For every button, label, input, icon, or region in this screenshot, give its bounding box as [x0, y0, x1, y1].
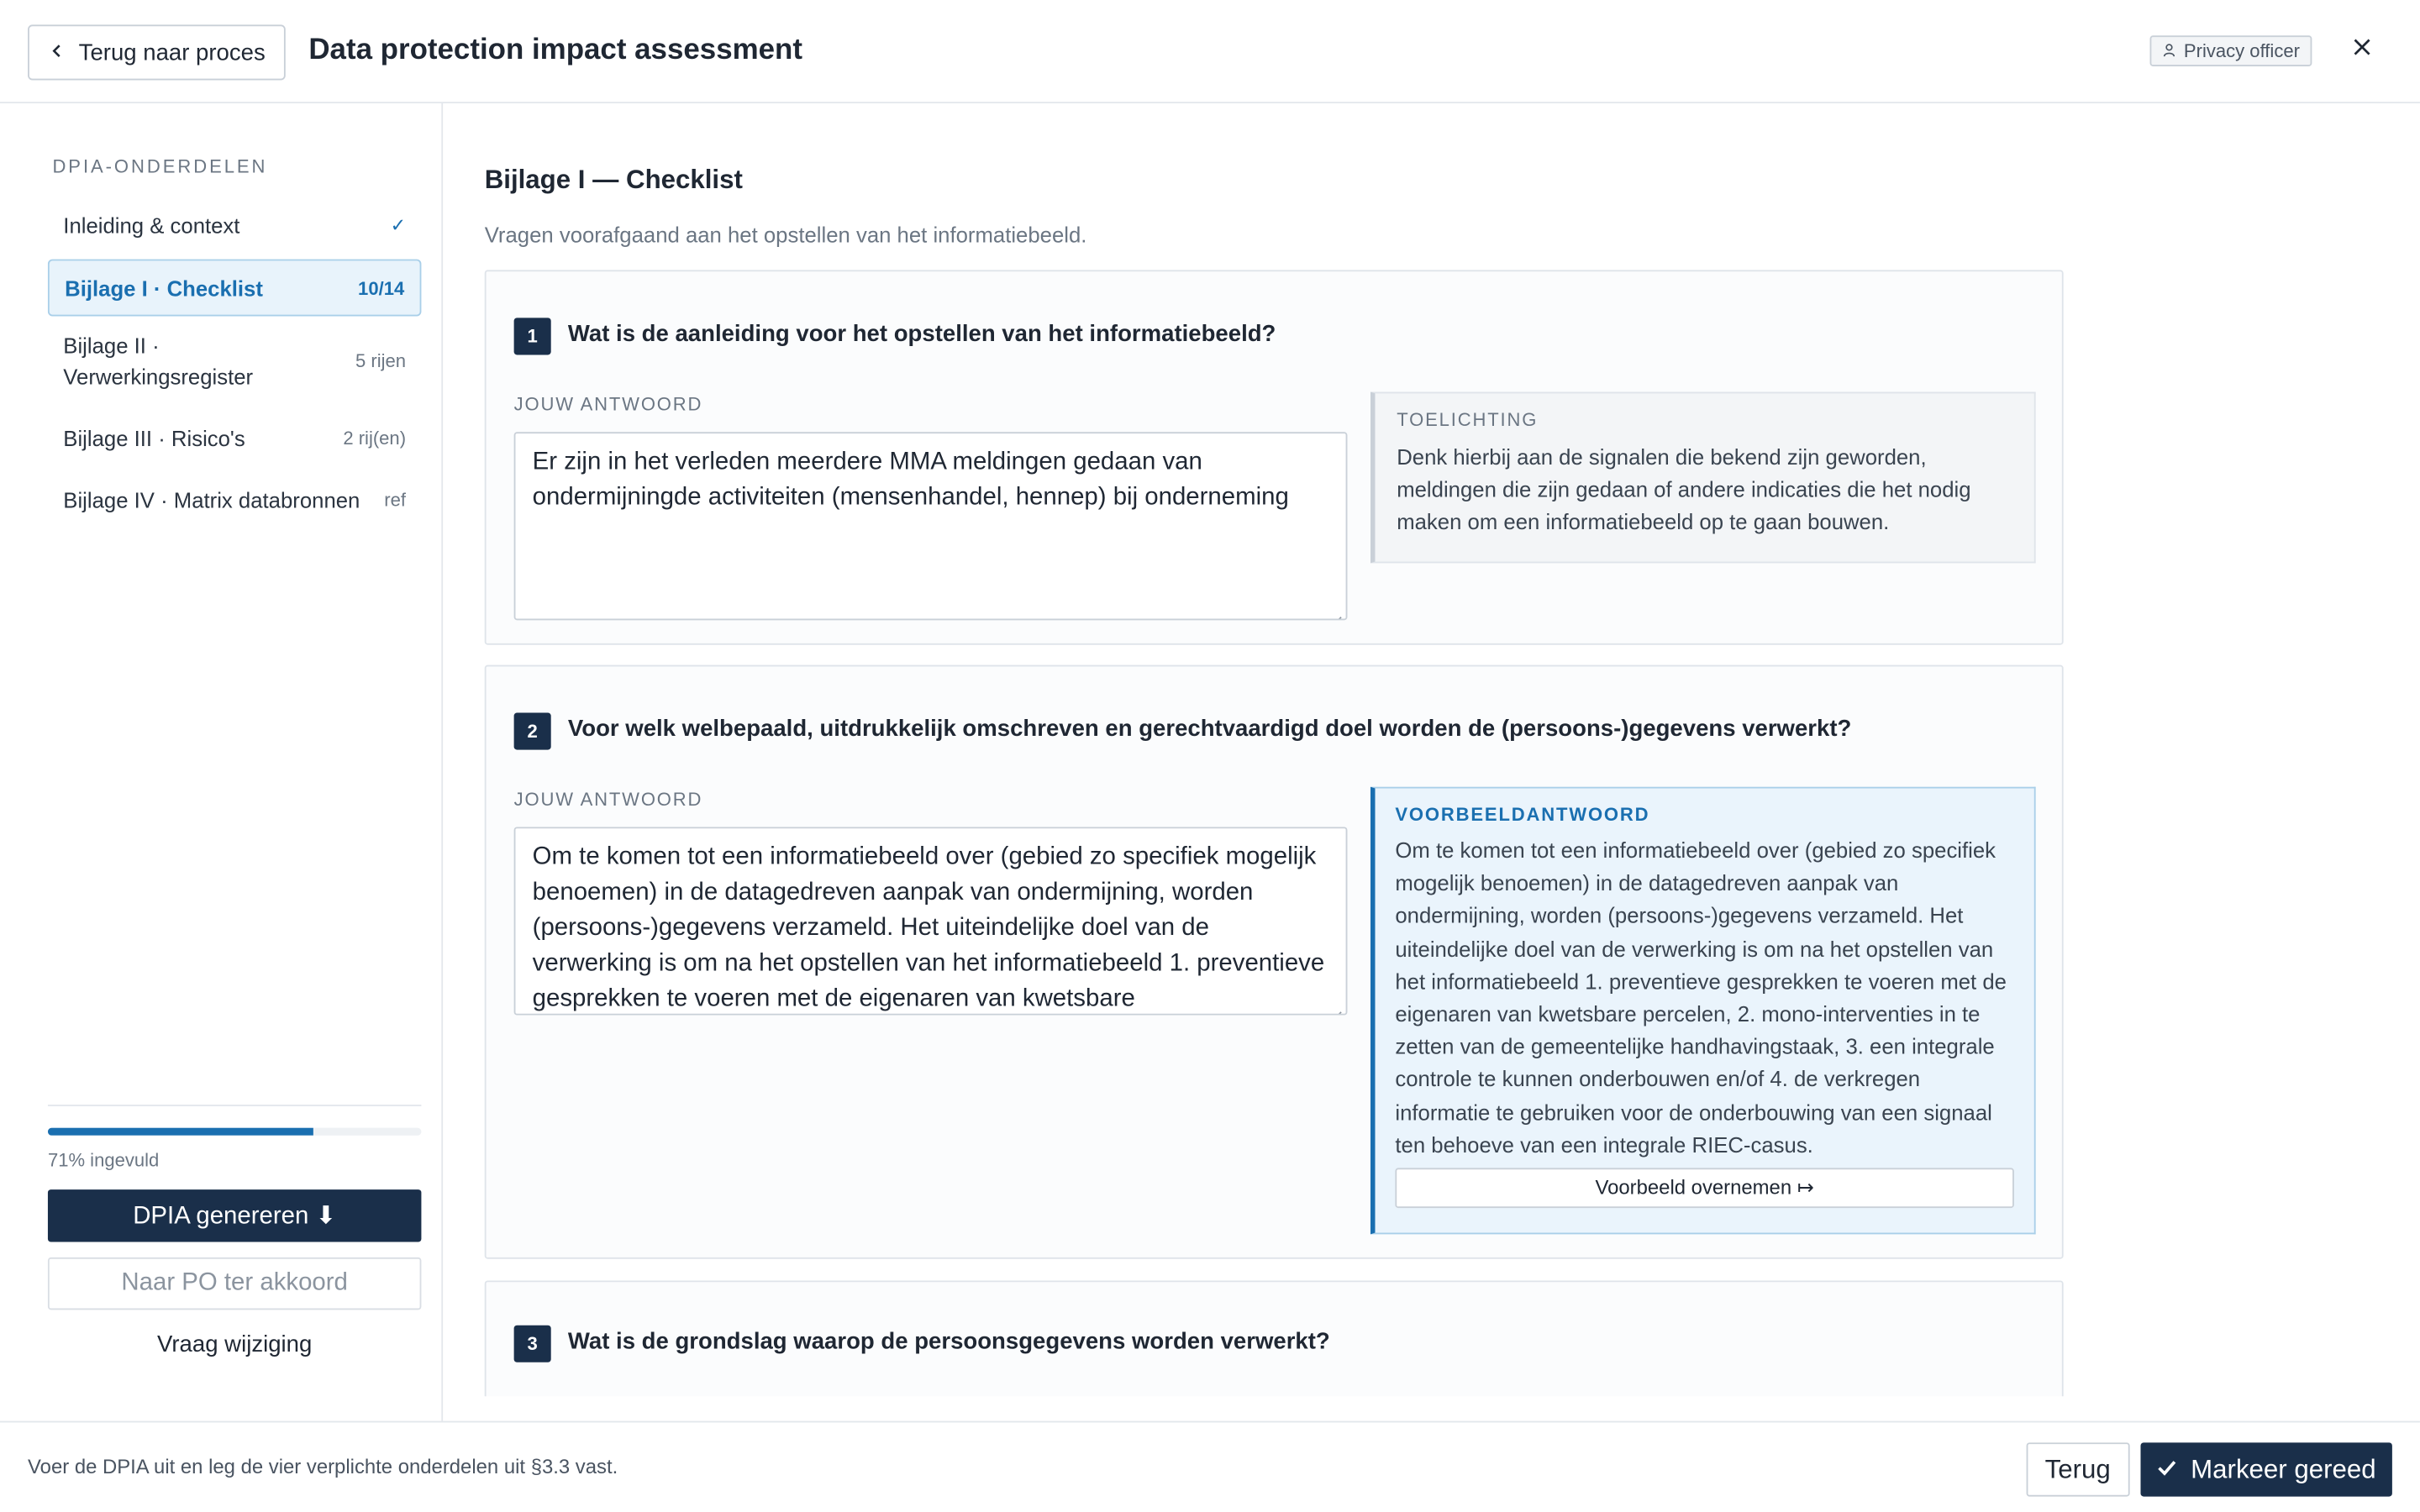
- chevron-left-icon: [48, 39, 66, 66]
- checkmark-icon: ✓: [390, 214, 407, 237]
- sidebar-item-checklist[interactable]: [48, 260, 421, 317]
- back-to-process-label: Terug naar proces: [78, 39, 266, 66]
- answer-textarea[interactable]: [514, 432, 1348, 620]
- sidebar-item-count: 5 rijen: [355, 349, 407, 372]
- mark-done-button[interactable]: [2141, 1442, 2392, 1496]
- back-to-process-button[interactable]: [28, 24, 286, 80]
- sidebar-item-processing-register[interactable]: [48, 323, 421, 400]
- sidebar-item-count: 2 rij(en): [343, 427, 407, 449]
- progress-fill: [48, 1128, 313, 1136]
- checkmark-icon: [2157, 1454, 2179, 1485]
- sidebar-divider: [48, 1105, 421, 1106]
- progress-label: 71% ingevuld: [47, 1149, 160, 1172]
- question-number: 2: [514, 713, 551, 750]
- sidebar-item-intro[interactable]: [48, 199, 421, 251]
- sidebar-heading: DPIA-ONDERDELEN: [52, 155, 268, 178]
- sidebar-item-label: Bijlage IV · Matrix databronnen: [63, 487, 360, 512]
- question-text: Wat is de aanleiding voor het opstellen van het informatiebeeld?: [567, 321, 1276, 348]
- adopt-example-button[interactable]: Voorbeeld overnemen ↦: [1395, 1168, 2014, 1208]
- close-button[interactable]: [2346, 35, 2377, 66]
- sidebar-item-label: Inleiding & context: [63, 213, 240, 238]
- answer-text: Om te komen tot een informatiebeeld over (gebied zo specifiek mogelijk benoemen) in de datagedreven aanpak van ondermijning, worden (persoons-)gegevens verzameld. Het uiteindelijke doel van de verwerking is om na het opstellen van het informatiebeeld 1. preventieve gesprekken te voeren met de eigenaren van kwetsbare: [532, 843, 1325, 1012]
- person-icon: [2162, 40, 2176, 62]
- sidebar-item-data-matrix[interactable]: [48, 474, 421, 526]
- answer-label: JOUW ANTWOORD: [513, 393, 703, 416]
- answer-textarea[interactable]: [514, 827, 1348, 1015]
- example-answer-label: VOORBEELDANTWOORD: [1395, 803, 1650, 826]
- page-title: Data protection impact assessment: [308, 34, 802, 66]
- section-title: Bijlage I — Checklist: [484, 165, 743, 195]
- example-answer-panel: [1370, 787, 2036, 1235]
- footer-note: Voer de DPIA uit en leg de vier verplichte onderdelen uit §3.3 vast.: [28, 1455, 618, 1478]
- sidebar-item-count: 10/14: [358, 276, 405, 299]
- answer-text: Er zijn in het verleden meerdere MMA meldingen gedaan van ondermijningde activiteiten (mensenhandel, hennep) bij onderneming: [532, 449, 1289, 511]
- explanation-label: TOELICHTING: [1397, 408, 1539, 431]
- explanation-text: Denk hierbij aan de signalen die bekend zijn geworden, meldingen die zijn gedaan of andere indicaties die het nodig maken om een informatiebeeld op te gaan bouwen.: [1397, 444, 1971, 534]
- section-subtitle: Vragen voorafgaand aan het opstellen van het informatiebeeld.: [484, 222, 1087, 247]
- explanation-panel: [1370, 392, 2036, 564]
- sidebar: [0, 103, 443, 1421]
- role-badge: [2150, 35, 2312, 66]
- request-change-link[interactable]: Vraag wijziging: [157, 1331, 313, 1358]
- sidebar-item-label: Bijlage III · Risico's: [63, 425, 245, 451]
- question-card-3: [485, 1280, 2064, 1396]
- question-number: 1: [514, 318, 551, 354]
- sidebar-item-count: ref: [384, 489, 407, 511]
- generate-dpia-button[interactable]: DPIA genereren ⬇: [48, 1189, 421, 1242]
- back-button[interactable]: Terug: [2027, 1442, 2129, 1496]
- progress-bar: [48, 1128, 421, 1136]
- mark-done-label: Markeer gereed: [2191, 1454, 2376, 1483]
- main-content: [445, 103, 2420, 1396]
- close-icon: [2351, 37, 2371, 65]
- example-answer-text: Om te komen tot een informatiebeeld over (gebied zo specifiek mogelijk benoemen) in de datagedreven aanpak van ondermijning, worden (persoons-)gegevens verzameld. Het uiteindelijke doel van de verwerking is om na het opstellen van het informatiebeeld 1. preventieve gesprekken te voeren met de eigenaren van kwetsbare percelen, 2. mono-interventies in te zetten van de gemeentelijke handhavingstaak, 3. een integrale controle te kunnen onderbouwen en/of 4. de verkregen informatie te gebruiken voor de onderbouwing van een signaal ten behoeve van een integrale RIEC-casus.: [1395, 837, 2007, 1158]
- question-text: Wat is de grondslag waarop de persoonsgegevens worden verwerkt?: [567, 1328, 1330, 1355]
- role-badge-label: Privacy officer: [2183, 39, 2300, 62]
- sidebar-item-label: Bijlage I · Checklist: [65, 275, 263, 301]
- resize-handle-icon[interactable]: [1330, 998, 1343, 1011]
- question-text: Voor welk welbepaald, uitdrukkelijk omschreven en gerechtvaardigd doel worden de (persoons-)gegevens verwerkt?: [567, 716, 1852, 743]
- footer-bar: [0, 1421, 2420, 1512]
- sidebar-item-risks[interactable]: [48, 412, 421, 464]
- top-header: [0, 0, 2420, 103]
- sidebar-item-label: Bijlage II · Verwerkingsregister: [63, 333, 254, 389]
- question-card-1: [485, 270, 2064, 644]
- question-card-2: [485, 665, 2064, 1259]
- resize-handle-icon[interactable]: [1330, 603, 1343, 616]
- question-number: 3: [514, 1326, 551, 1362]
- send-to-po-button[interactable]: Naar PO ter akkoord: [48, 1257, 421, 1310]
- answer-label: JOUW ANTWOORD: [513, 788, 703, 811]
